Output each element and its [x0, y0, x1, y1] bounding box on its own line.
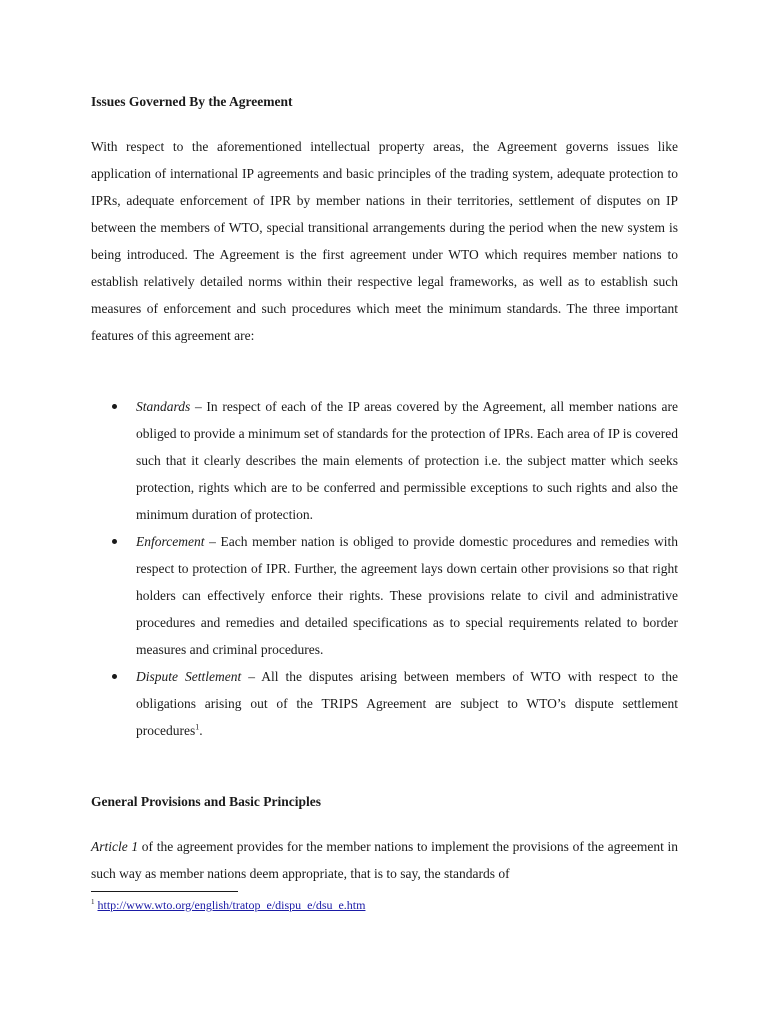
bullet-text: – All the disputes arising between members of WTO with respect to the obligations arising out of the TRIPS Agreement are subject to WTO’s dispute settlement procedures [136, 669, 678, 738]
bullet-tail: . [199, 723, 203, 738]
features-list [91, 393, 678, 744]
bullet-text: – Each member nation is obliged to provide domestic procedures and remedies with respect to protection of IPR. Further, the agreement lays down certain other provisions so that right holders can effectively enforce their rights. These provisions relate to civil and administrative procedures and remedies and detailed specifications as to special requirements related to border measures and criminal procedures. [136, 534, 678, 657]
bullet-icon [112, 674, 117, 679]
bullet-icon [112, 404, 117, 409]
footnote-number: 1 [91, 898, 95, 906]
bullet-term: Enforcement [136, 534, 205, 549]
article-paragraph [91, 833, 678, 887]
section-heading-general-provisions: General Provisions and Basic Principles [91, 794, 322, 809]
intro-paragraph: With respect to the aforementioned intellectual property areas, the Agreement governs issues like application of international IP agreements and basic principles of the trading system, adequate protection to IPRs, adequate enforcement of IPR by member nations in their territories, settlement of disputes on IP between the members of WTO, special transitional arrangements during the period when the new system is being introduced. The Agreement is the first agreement under WTO which requires member nations to establish relatively detailed norms within their respective legal frameworks, as well as to establish such measures of enforcement and such procedures which meet the minimum standards. The three important features of this agreement are: [91, 139, 678, 343]
bullet-text: – In respect of each of the IP areas covered by the Agreement, all member nations are obliged to provide a minimum set of standards for the protection of IPRs. Each area of IP is covered such that it clearly describes the main elements of protection i.e. the subject matter which seeks protection, rights which are to be conferred and permissible exceptions to such rights and also the minimum duration of protection. [136, 399, 678, 522]
list-item-enforcement [91, 528, 678, 663]
footnote [91, 897, 365, 913]
bullet-term: Standards [136, 399, 191, 414]
section-heading-issues: Issues Governed By the Agreement [91, 94, 293, 109]
bullet-term: Dispute Settlement [136, 669, 242, 684]
article-text: of the agreement provides for the member nations to implement the provisions of the agreement in such way as member nations deem appropriate, that is to say, the standards of [91, 839, 678, 881]
list-item-dispute-settlement [91, 663, 678, 744]
list-item-standards [91, 393, 678, 528]
footnote-separator [91, 891, 238, 892]
footnote-reference[interactable]: 1 [195, 722, 200, 732]
article-reference: Article 1 [91, 839, 139, 854]
bullet-icon [112, 539, 117, 544]
footnote-link[interactable]: http://www.wto.org/english/tratop_e/dispu_e/dsu_e.htm [97, 898, 366, 912]
